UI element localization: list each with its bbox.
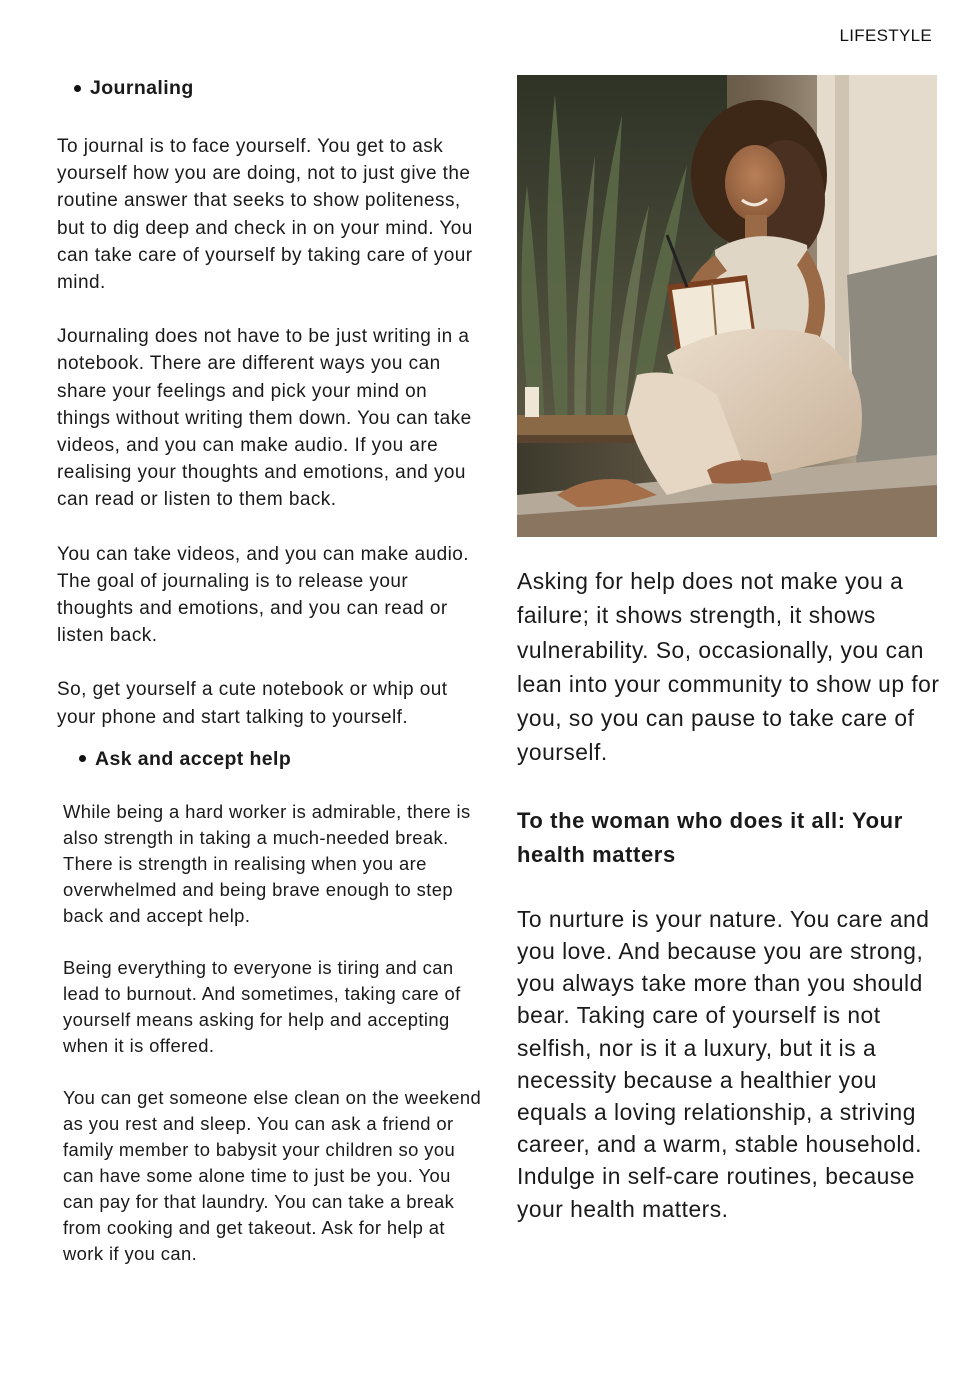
- help-paragraph: You can get someone else clean on the weekend as you rest and sleep. You can ask a friend or family member to babysit your children so you can have some alone time to just be you. You can pay for that laundry. You can take a break from cooking and get takeout. Ask for help at work if you can.: [63, 1086, 482, 1264]
- bullet-dot-icon: [74, 85, 81, 92]
- help-paragraph: Being everything to everyone is tiring and can lead to burnout. And sometimes, taking care of yourself means asking for help and accepting when it is offered.: [63, 956, 461, 1056]
- left-column: [57, 74, 485, 1293]
- section-tag: LIFESTYLE: [839, 26, 932, 45]
- journaling-paragraph: To journal is to face yourself. You get to ask yourself how you are doing, not to just give the routine answer that seeks to show politeness, but to dig deep and check in on your mind. You can take care of yourself by taking care of your mind.: [57, 136, 473, 294]
- journaling-heading: [57, 74, 485, 102]
- health-paragraph: To nurture is your nature. You care and you love. And because you are strong, you always take more than you should bear. Taking care of yourself is not selfish, nor is it a luxury, but it is a necessity because a healthier you equals a loving relationship, a striving career, and a warm, stable household. Indulge in self-care routines, because your health matters.: [517, 905, 930, 1222]
- journaling-heading-text: Journaling: [90, 77, 194, 99]
- right-column: [517, 564, 947, 1225]
- journaling-paragraph: So, get yourself a cute notebook or whip out your phone and start talking to yourself.: [57, 679, 448, 728]
- health-heading: To the woman who does it all: Your health matters: [517, 807, 903, 868]
- help-conclusion-paragraph: Asking for help does not make you a failure; it shows strength, it shows vulnerability. So, occasionally, you can lean into your community to show up for you, so you can pause to take care of yourself.: [517, 568, 940, 766]
- journaling-paragraph: Journaling does not have to be just writing in a notebook. There are different ways you can share your feelings and pick your mind on things without writing them down. You can take videos, and you can make audio. If you are realising your thoughts and emotions, and you can read or listen to them back.: [57, 326, 472, 511]
- help-paragraph: While being a hard worker is admirable, there is also strength in taking a much-needed break. There is strength in realising when you are overwhelmed and being brave enough to step back and accept help.: [63, 800, 471, 926]
- help-heading-text: Ask and accept help: [95, 747, 292, 770]
- bullet-dot-icon: [79, 755, 86, 762]
- journaling-paragraph: You can take videos, and you can make audio. The goal of journaling is to release your thoughts and emotions, and you can read or listen back.: [57, 543, 470, 647]
- woman-journaling-photo: [517, 75, 937, 537]
- help-heading: [57, 745, 485, 773]
